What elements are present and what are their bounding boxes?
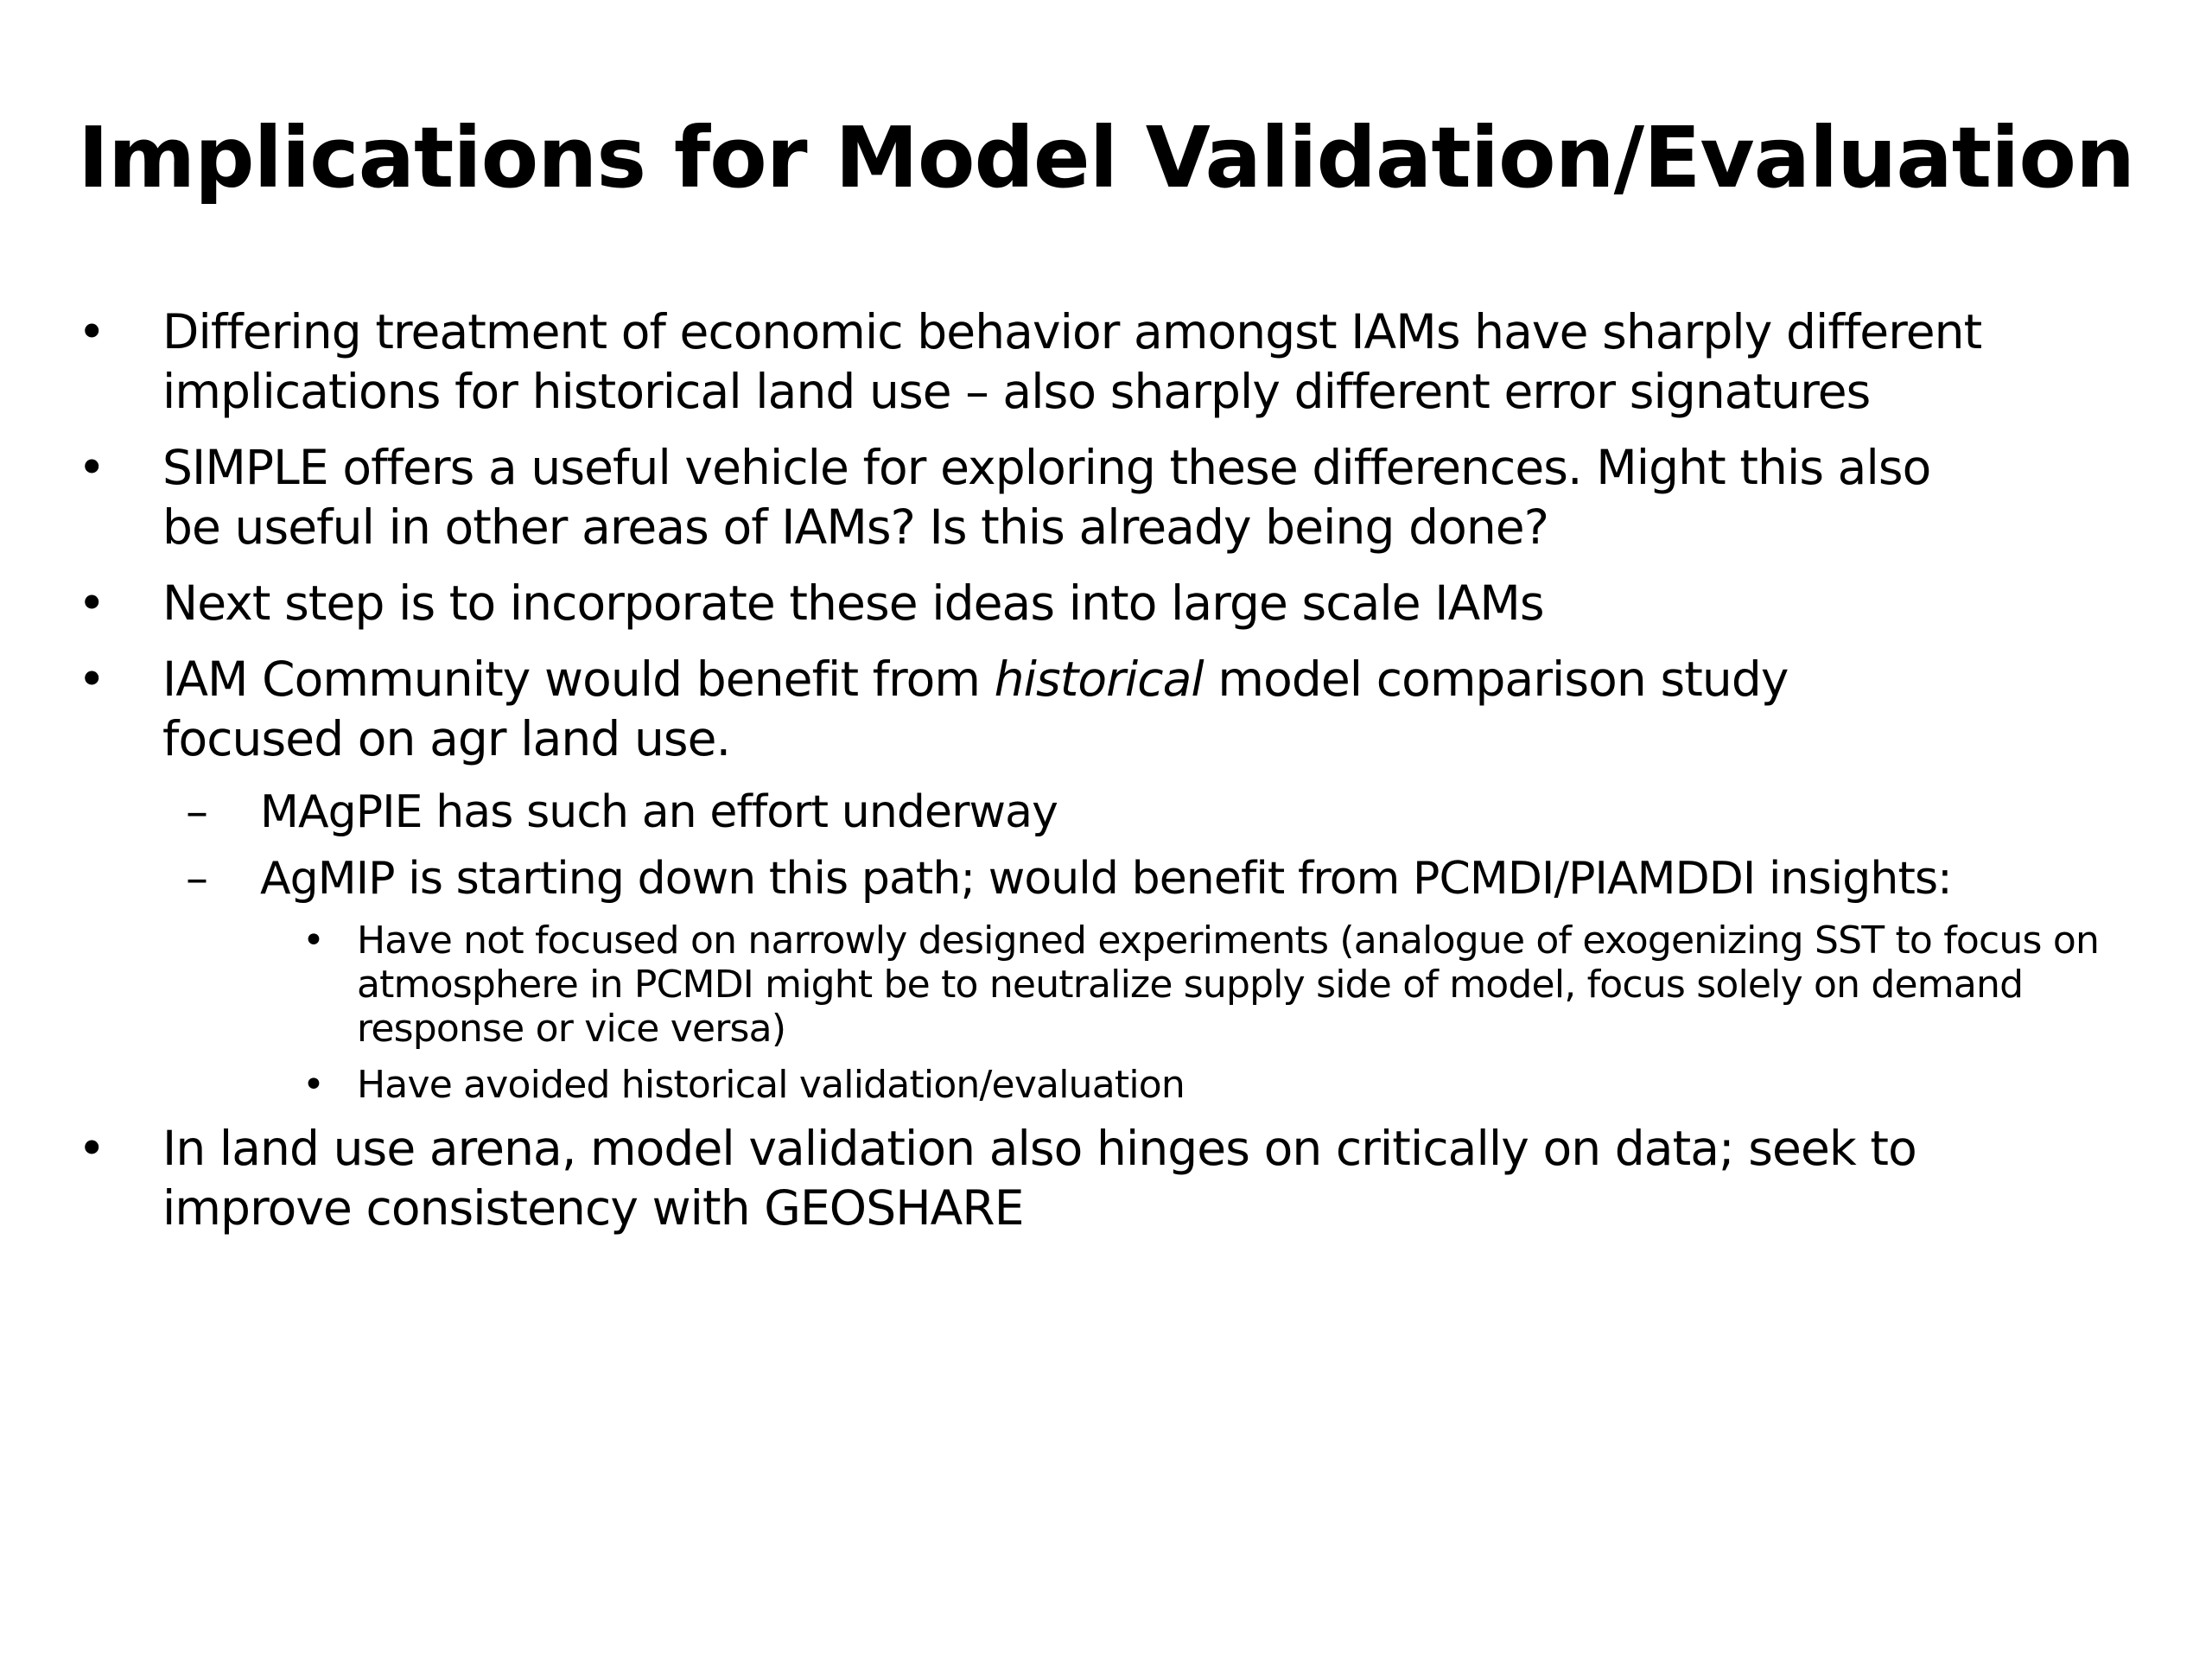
bullet-iam-community [78, 650, 2152, 769]
bullet-marker: • [78, 1121, 105, 1176]
bullet-text-line: SIMPLE offers a useful vehicle for exploring these differences. Might this also [162, 440, 1931, 495]
slide-body [78, 302, 2152, 1255]
bullet-text-segment: IAM Community would benefit from [162, 652, 995, 707]
subbullet-text: MAgPIE has such an effort underway [260, 786, 1058, 838]
subbullet-magpie [78, 785, 2152, 839]
bullet-simple-vehicle [78, 438, 2152, 557]
subbullet-agmip [78, 852, 2152, 906]
bullet-text-line: Differing treatment of economic behavior amongst IAMs have sharply different [162, 304, 1982, 359]
bullet-text-line: improve consistency with GEOSHARE [162, 1180, 1024, 1236]
subsubbullet-avoided-validation [78, 1063, 2152, 1107]
subsubbullet-text-line: response or vice versa) [357, 1007, 786, 1051]
bullet-text-line [162, 650, 2152, 709]
bullet-marker: • [78, 440, 105, 495]
subbullet-text: AgMIP is starting down this path; would benefit from PCMDI/PIAMDDI insights: [260, 853, 1952, 905]
bullet-emphasis-text: historical [994, 652, 1204, 707]
slide-title: Implications for Model Validation/Evaluation [78, 109, 2135, 207]
bullet-text-line: be useful in other areas of IAMs? Is this already being done? [162, 499, 1549, 555]
subsubbullet-marker: • [302, 918, 325, 963]
bullet-text-line: Next step is to incorporate these ideas into large scale IAMs [162, 575, 1544, 631]
bullet-land-use-data [78, 1119, 2152, 1238]
subsubbullet-text-line: Have avoided historical validation/evaluation [357, 1063, 1185, 1107]
subbullet-marker: – [186, 853, 208, 905]
subsubbullet-narrow-experiments [78, 918, 2152, 1051]
bullet-marker: • [78, 575, 105, 631]
bullet-economic-behavior [78, 302, 2152, 422]
bullet-marker: • [78, 652, 105, 707]
subsubbullet-marker: • [302, 1063, 325, 1107]
bullet-text-segment: model comparison study [1203, 652, 1789, 707]
bullet-text-line: implications for historical land use – also sharply different error signatures [162, 364, 1871, 419]
bullet-marker: • [78, 304, 105, 359]
subbullet-marker: – [186, 786, 208, 838]
bullet-next-step [78, 574, 2152, 633]
bullet-text-line: In land use arena, model validation also hinges on critically on data; seek to [162, 1121, 1916, 1176]
subsubbullet-text-line: Have not focused on narrowly designed experiments (analogue of exogenizing SST to focus on [357, 918, 2100, 963]
bullet-text-line: focused on agr land use. [162, 711, 731, 766]
subsubbullet-text-line: atmosphere in PCMDI might be to neutralize supply side of model, focus solely on demand [357, 963, 2024, 1007]
